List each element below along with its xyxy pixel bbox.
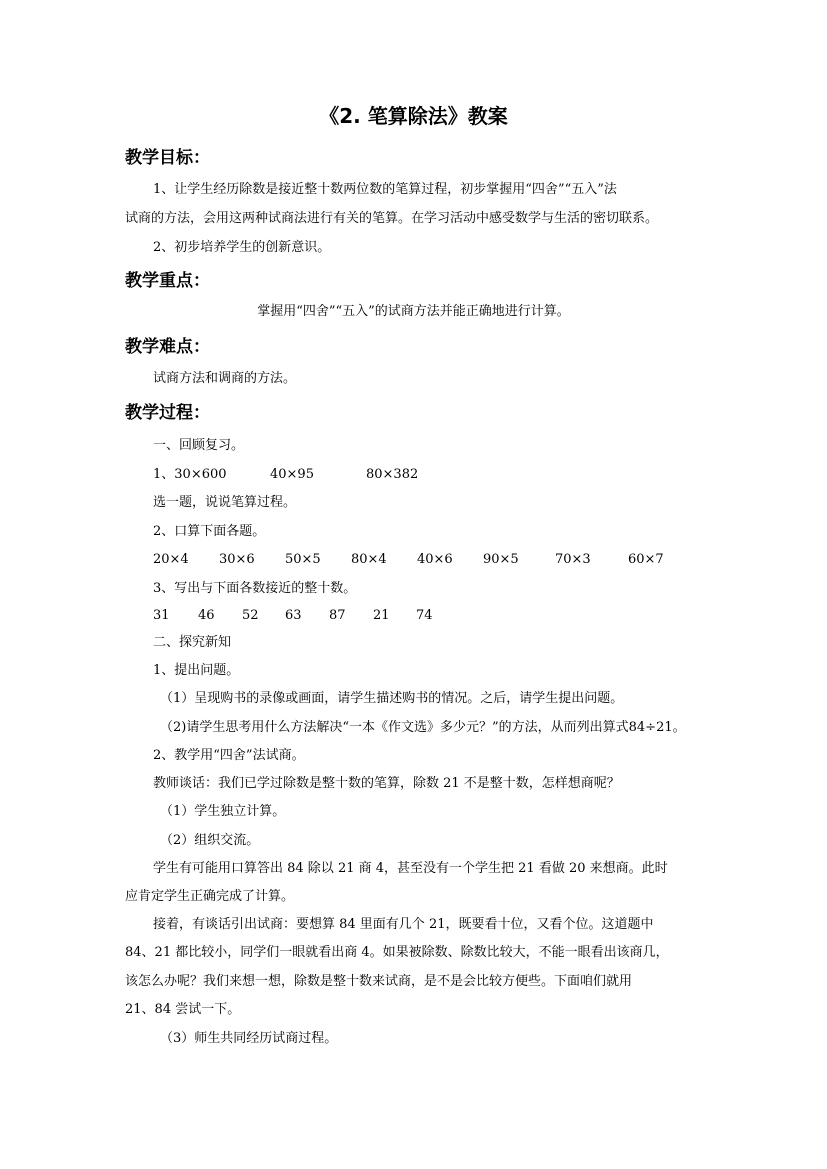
process-line: 接着，有谈话引出试商：要想算 84 里面有几个 21，既要看十位，又看个位。这道题中 (153, 917, 654, 932)
number-item: 87 (329, 608, 346, 623)
mental-math-item: 90×5 (483, 552, 519, 567)
process-line: 选一题，说说笔算过程。 (153, 495, 297, 510)
heading-teaching-process: 教学过程： (125, 403, 210, 423)
process-line: （3）师生共同经历试商过程。 (160, 1031, 338, 1046)
process-line: 应肯定学生正确完成了计算。 (125, 889, 295, 904)
mental-math-item: 40×6 (417, 552, 453, 567)
mental-math-item: 70×3 (555, 552, 591, 567)
mental-math-item: 60×7 (628, 552, 664, 567)
process-line: 21、84 尝试一下。 (125, 1002, 241, 1017)
process-line: 2、教学用“四舍”法试商。 (153, 748, 305, 763)
document-title: 《2. 笔算除法》教案 (319, 104, 508, 128)
process-line: 1、提出问题。 (153, 663, 240, 678)
process-line: 84、21 都比较小，同学们一眼就看出商 4。如果被除数、除数比较大，不能一眼看出该商几， (125, 945, 669, 960)
process-line: 3、写出与下面各数接近的整十数。 (153, 581, 357, 596)
goal-2: 2、初步培养学生的创新意识。 (153, 240, 331, 255)
goal-1-line-1: 1、让学生经历除数是接近整十数两位数的笔算过程，初步掌握用“四舍”“五入”法 (153, 182, 617, 197)
number-item: 74 (416, 608, 433, 623)
goal-1-line-2: 试商的方法，会用这两种试商法进行有关的笔算。在学习活动中感受数学与生活的密切联系。 (125, 211, 659, 226)
mental-math-item: 20×4 (153, 552, 189, 567)
exercise-row-1 (153, 466, 553, 484)
process-line: 2、口算下面各题。 (153, 524, 266, 539)
mental-math-item: 50×5 (285, 552, 321, 567)
process-line: 该怎么办呢？我们来想一想，除数是整十数来试商，是不是会比较方便些。下面咱们就用 (125, 974, 633, 989)
heading-teaching-goals: 教学目标： (125, 148, 210, 168)
process-line: 学生有可能用口算答出 84 除以 21 商 4，甚至没有一个学生把 21 看做 20 来想商。此时 (153, 861, 668, 876)
mental-math-item: 80×4 (351, 552, 387, 567)
number-item: 46 (198, 608, 215, 623)
focus-text: 掌握用“四舍”“五入”的试商方法并能正确地进行计算。 (257, 304, 570, 319)
number-item: 52 (242, 608, 259, 623)
heading-teaching-focus: 教学重点： (125, 271, 210, 291)
process-line: （1）呈现购书的录像或画面，请学生描述购书的情况。之后，请学生提出问题。 (160, 691, 624, 706)
number-item: 63 (285, 608, 302, 623)
exercise-1-item: 1、30×600 (153, 467, 227, 482)
exercise-1-item: 40×95 (270, 467, 314, 482)
heading-teaching-difficulty: 教学难点： (125, 337, 210, 357)
process-line: （1）学生独立计算。 (160, 804, 286, 819)
number-item: 21 (373, 608, 390, 623)
difficulty-text: 试商方法和调商的方法。 (153, 371, 297, 386)
process-line: （2）组织交流。 (160, 833, 260, 848)
number-item: 31 (153, 608, 170, 623)
process-line: 教师谈话：我们已学过除数是整十数的笔算，除数 21 不是整十数，怎样想商呢？ (153, 776, 620, 791)
process-line: （2)请学生思考用什么方法解决“一本《作文选》多少元？”的方法，从而列出算式84÷21。 (160, 720, 686, 735)
exercise-1-item: 80×382 (366, 467, 419, 482)
mental-math-item: 30×6 (219, 552, 255, 567)
section-explore: 二、探究新知 (153, 635, 232, 650)
exercise-row-3 (153, 607, 453, 625)
section-review: 一、回顾复习。 (153, 438, 245, 453)
exercise-row-2 (153, 551, 693, 569)
